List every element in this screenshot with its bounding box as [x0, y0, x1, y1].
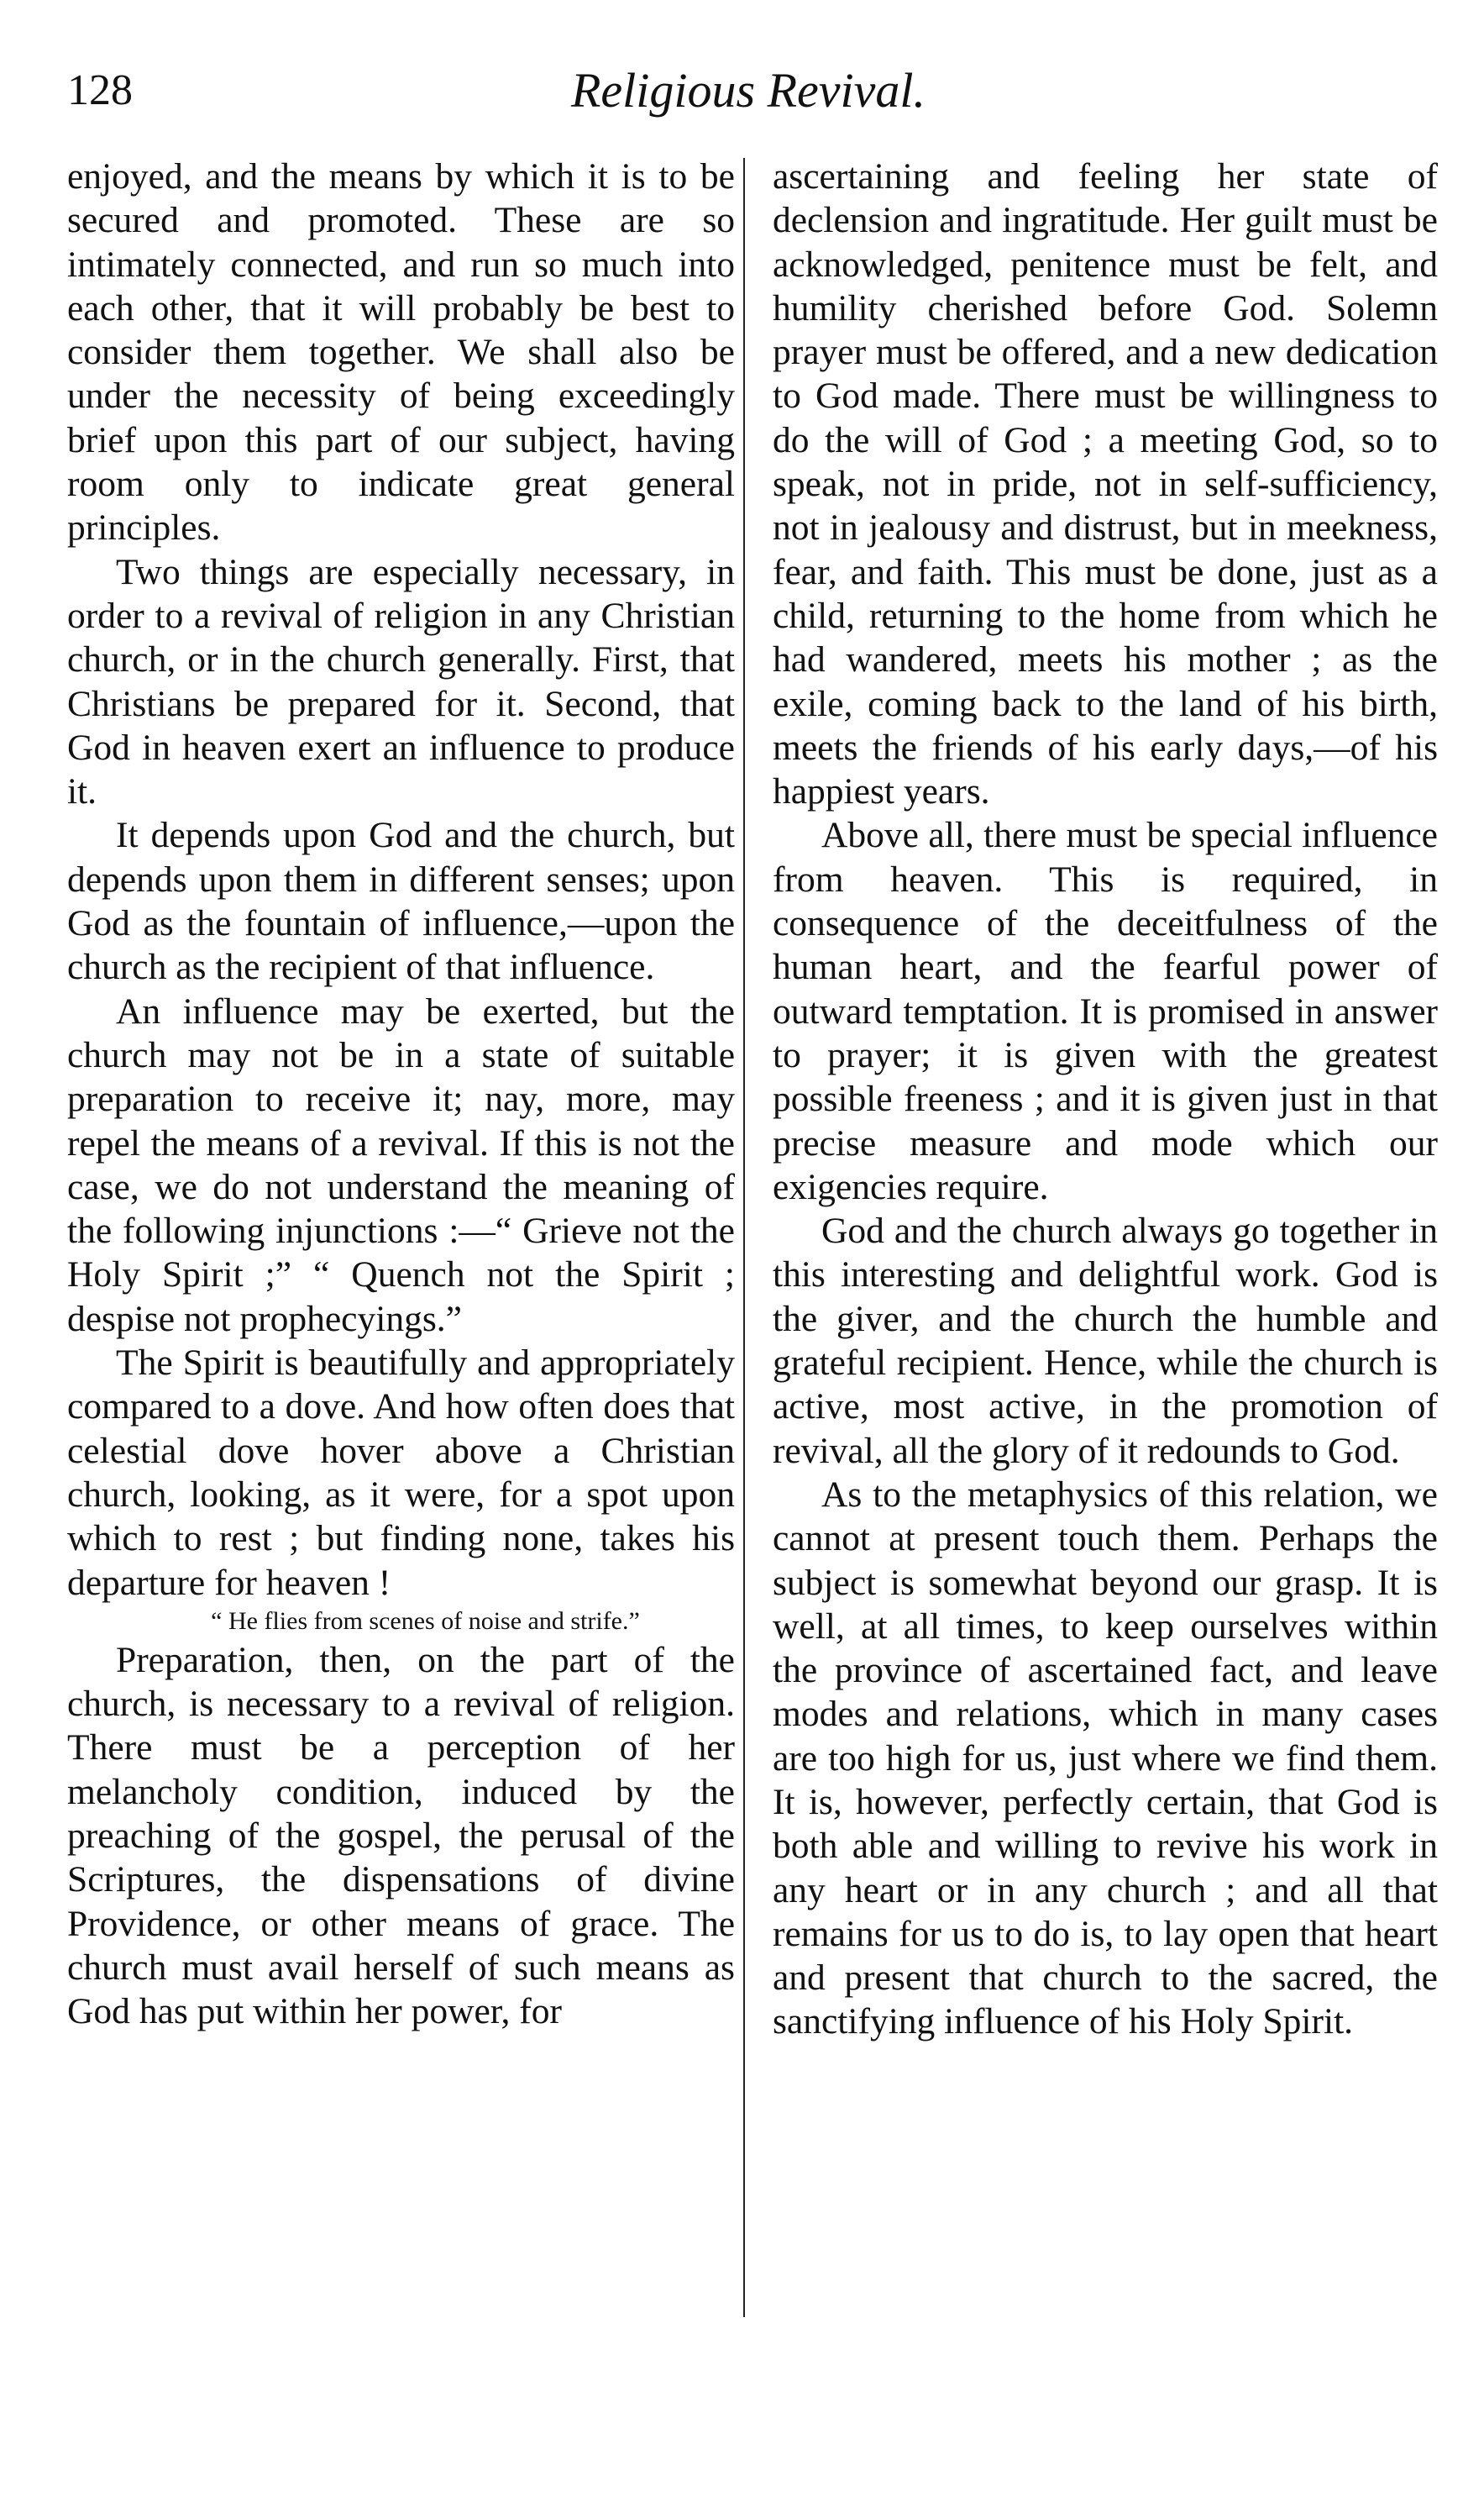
- paragraph-continuation: enjoyed, and the means by which it is to be secured and promoted. These are so intimately connected, and run so much into each other, that it will probably be best to consider them together. We shall also be under the necessity of being exceedingly brief upon this part of our subject, having room only to indicate great general principles.: [67, 156, 735, 549]
- right-column: [773, 155, 1438, 2044]
- verse-quote: “ He flies from scenes of noise and strife.”: [211, 1606, 640, 1635]
- paragraph: Above all, there must be special influence from heaven. This is required, in consequence of the deceitfulness of the human heart, and the fearful power of outward temptation. It is promised in answer to prayer; it is given with the greatest possible freeness ; and it is given just in that precise measure and mode which our exigencies require.: [773, 815, 1438, 1207]
- paragraph-continuation: ascertaining and feeling her state of declension and ingratitude. Her guilt must be acknowledged, penitence must be felt, and humility cherished before God. Solemn prayer must be offered, and a new dedication to God made. There must be willingness to do the will of God ; a meeting God, so to speak, not in pride, not in self-sufficiency, not in jealousy and distrust, but in meekness, fear, and faith. This must be done, just as a child, returning to the home from which he had wandered, meets his mother ; as the exile, coming back to the land of his birth, meets the friends of his early days,—of his happiest years.: [773, 156, 1438, 812]
- paragraph: It depends upon God and the church, but depends upon them in different senses; upon God as the fountain of influence,—upon the church as the recipient of that influence.: [67, 815, 735, 988]
- column-divider: [743, 158, 745, 2317]
- running-title: Religious Revival.: [571, 63, 926, 118]
- paragraph: Two things are especially necessary, in order to a revival of religion in any Christian church, or in the church generally. First, that Christians be prepared for it. Second, that God in heaven exert an influence to produce it.: [67, 551, 735, 812]
- page-header: [67, 63, 1411, 133]
- paragraph: Preparation, then, on the part of the church, is necessary to a revival of religion. There must be a perception of her melancholy condition, induced by the preaching of the gospel, the perusal of the Scriptures, the dispensations of divine Providence, or other means of grace. The church must avail herself of such means as God has put within her power, for: [67, 1639, 735, 2032]
- paragraph: God and the church always go together in this interesting and delightful work. God is the giver, and the church the humble and grateful recipient. Hence, while the church is active, most active, in the promotion of revival, all the glory of it redounds to God.: [773, 1211, 1438, 1471]
- page-number: 128: [67, 66, 133, 114]
- left-column: [67, 155, 735, 2033]
- paragraph: The Spirit is beautifully and appropriately compared to a dove. And how often does that celestial dove hover above a Christian church, looking, as it were, for a spot upon which to rest ; but finding none, takes his departure for heaven !: [67, 1343, 735, 1603]
- paragraph: An influence may be exerted, but the church may not be in a state of suitable preparation to receive it; nay, more, may repel the means of a revival. If this is not the case, we do not understand the meaning of the following injunctions :—“ Grieve not the Holy Spirit ;” “ Quench not the Spirit ; despise not prophecyings.”: [67, 991, 735, 1339]
- paragraph: As to the metaphysics of this relation, we cannot at present touch them. Perhaps the subject is somewhat beyond our grasp. It is well, at all times, to keep ourselves within the province of ascertained fact, and leave modes and relations, which in many cases are too high for us, just where we find them. It is, however, perfectly certain, that God is both able and willing to revive his work in any heart or in any church ; and all that remains for us to do is, to lay open that heart and present that church to the sacred, the sanctifying influence of his Holy Spirit.: [773, 1474, 1438, 2042]
